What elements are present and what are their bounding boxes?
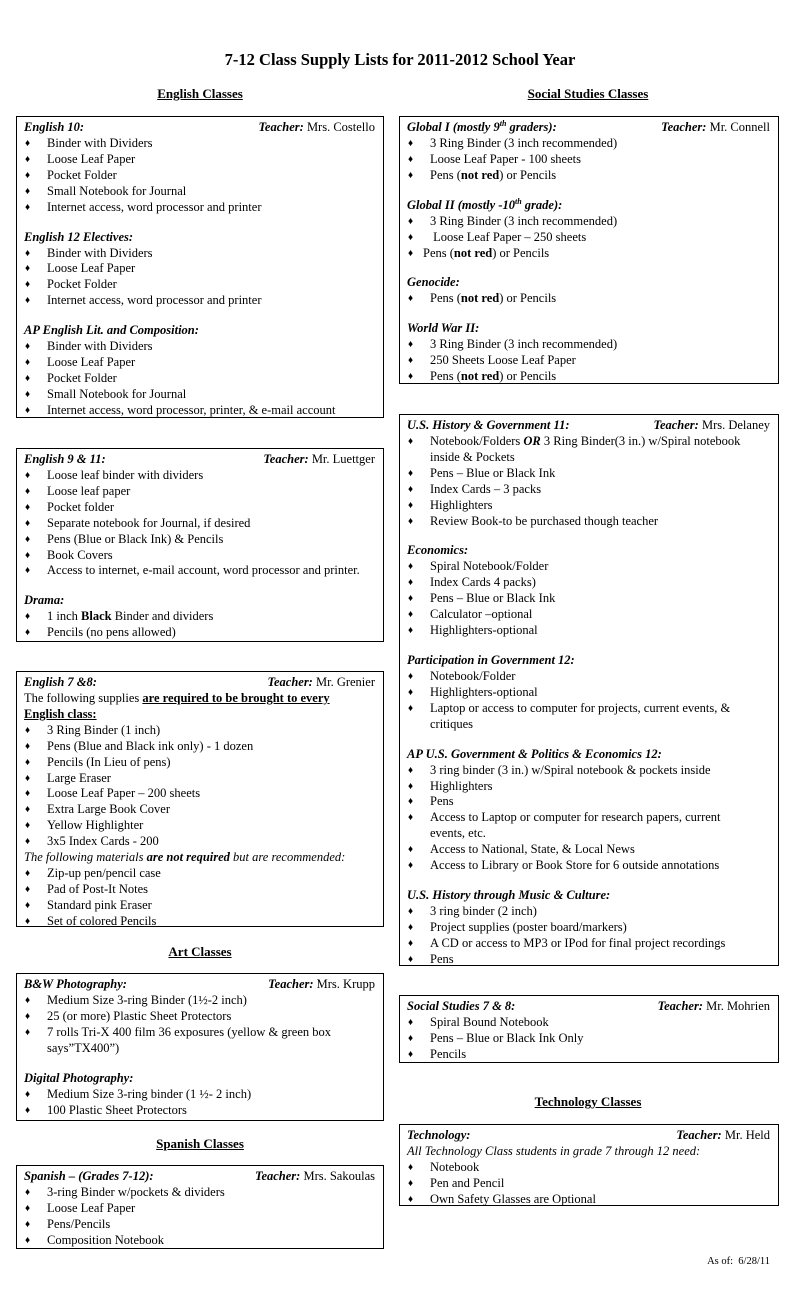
supply-list <box>407 559 772 639</box>
list-item: ♦ Review Book-to be purchased though teacher <box>408 513 659 528</box>
course-name: AP U.S. Government & Politics & Economics 12: <box>407 746 662 761</box>
section-heading-spanish: Spanish Classes <box>156 1136 244 1151</box>
list-item: ♦ Pocket folder <box>25 499 114 514</box>
course-name: Drama: <box>24 593 65 608</box>
list-item: ♦ Pencils (no pens allowed) <box>25 625 176 640</box>
list-item: ♦ Book Covers <box>25 547 113 562</box>
list-item: ♦ 3 ring binder (3 in.) w/Spiral notebook & pockets inside <box>408 762 711 777</box>
teacher-info: Teacher: Mr. Connell <box>661 120 770 134</box>
course-name: AP English Lit. and Composition: <box>24 323 199 338</box>
list-item: ♦ Pens <box>408 951 454 966</box>
technology-intro: All Technology Class students in grade 7 through 12 need: <box>407 1144 701 1158</box>
course-name: Technology: <box>407 1128 471 1142</box>
course-name: Social Studies 7 & 8: <box>407 999 516 1013</box>
course-header <box>407 999 772 1015</box>
list-item: ♦ 7 rolls Tri-X 400 film 36 exposures (yellow & green box says”TX400”) <box>25 1024 332 1055</box>
list-item: ♦ Index Cards 4 packs) <box>408 575 536 590</box>
list-item: ♦ Pocket Folder <box>25 370 117 385</box>
course-header <box>407 653 772 669</box>
section-heading-technology: Technology Classes <box>534 1094 642 1109</box>
course-name: Digital Photography: <box>24 1070 134 1085</box>
course-header <box>24 1169 377 1185</box>
list-item: ♦ A CD or access to MP3 or IPod for final project recordings <box>408 935 726 950</box>
list-item: ♦ Notebook/Folders OR 3 Ring Binder(3 in.) w/Spiral notebook inside & Pockets <box>408 434 741 464</box>
list-item: ♦ 3x5 Index Cards - 200 <box>25 834 159 849</box>
list-item: ♦ Pocket Folder <box>25 167 117 182</box>
list-item: ♦ 250 Sheets Loose Leaf Paper <box>408 353 576 368</box>
english-box-grenier <box>16 671 384 927</box>
list-item: ♦ Composition Notebook <box>25 1232 165 1247</box>
list-item: ♦ Loose leaf paper <box>25 483 131 498</box>
course-name: U.S. History & Government 11: <box>407 418 570 432</box>
teacher-info: Teacher: Mr. Mohrien <box>657 999 770 1013</box>
list-item: ♦ Pencils (In Lieu of pens) <box>25 754 171 769</box>
course-name: Genocide: <box>407 275 460 290</box>
supply-list <box>407 337 772 385</box>
list-item: ♦ Highlighters-optional <box>408 623 538 638</box>
course-header <box>407 275 772 291</box>
teacher-info: Teacher: Mr. Grenier <box>267 675 375 689</box>
section-heading-art: Art Classes <box>168 944 232 959</box>
list-item: ♦ Access to internet, e-mail account, word processor and printer. <box>25 563 360 578</box>
supply-list <box>24 1185 377 1249</box>
course-header <box>24 230 377 246</box>
as-of-date: As of: 6/28/11 <box>707 1256 770 1267</box>
list-item: ♦ Loose leaf binder with dividers <box>25 468 204 482</box>
supply-list <box>24 609 377 641</box>
list-item: ♦ Pens (not red) or Pencils <box>408 291 557 306</box>
course-header <box>407 321 772 337</box>
list-item: ♦ Medium Size 3-ring binder (1 ½- 2 inch) <box>25 1086 252 1101</box>
list-item: ♦ Spiral Bound Notebook <box>408 1015 549 1029</box>
list-item: ♦ Pens – Blue or Black Ink <box>408 591 556 606</box>
list-item: ♦ Pencils <box>408 1046 467 1061</box>
english-box-costello <box>16 116 384 418</box>
list-item: ♦ Access to Library or Book Store for 6 outside annotations <box>408 858 720 873</box>
list-item: ♦ Pens (Blue and Black ink only) - 1 dozen <box>25 738 254 753</box>
list-item: ♦ Large Eraser <box>25 770 111 785</box>
list-item: ♦ Pens (not red) or Pencils <box>408 369 557 384</box>
list-item: ♦ Own Safety Glasses are Optional <box>408 1191 596 1206</box>
course-name: Global II (mostly -10th grade): <box>407 196 563 212</box>
supply-list <box>24 1087 377 1119</box>
supply-list <box>407 214 772 262</box>
english-box-luettger <box>16 448 384 642</box>
recommended-intro: The following materials are not required but are recommended: <box>24 850 346 865</box>
list-item: ♦ Internet access, word processor and printer <box>25 293 262 308</box>
list-item: ♦ Pen and Pencil <box>408 1175 505 1190</box>
course-name: Spanish – (Grades 7-12): <box>24 1169 154 1183</box>
course-name: Participation in Government 12: <box>407 652 575 667</box>
list-item: ♦ Loose Leaf Paper <box>25 261 136 276</box>
page-title: 7-12 Class Supply Lists for 2011-2012 School Year <box>224 50 576 69</box>
course-header <box>407 747 772 763</box>
course-header <box>24 593 377 609</box>
list-item: ♦ Pens <box>408 794 454 809</box>
list-item: ♦ Extra Large Book Cover <box>25 802 170 817</box>
list-item: ♦ Internet access, word processor, printer, & e-mail account <box>25 402 336 417</box>
supply-list <box>24 993 377 1057</box>
required-intro: The following supplies are required to be brought to every English class: <box>24 691 330 721</box>
list-item: ♦ Pad of Post-It Notes <box>25 881 149 896</box>
supply-list <box>407 291 772 307</box>
course-name: U.S. History through Music & Culture: <box>407 887 611 902</box>
list-item: ♦ Highlighters <box>408 778 493 793</box>
technology-box-held <box>399 1124 779 1206</box>
course-header <box>24 675 377 691</box>
art-box-krupp <box>16 973 384 1121</box>
teacher-info: Teacher: Mrs. Sakoulas <box>254 1169 375 1183</box>
section-heading-english: English Classes <box>157 86 243 101</box>
course-name: Global I (mostly 9th graders): <box>407 118 557 134</box>
supply-list <box>24 866 377 930</box>
list-item: ♦ Spiral Notebook/Folder <box>408 559 549 574</box>
list-item: ♦ Binder with Dividers <box>25 136 153 150</box>
course-header <box>407 120 772 136</box>
list-item: ♦ Separate notebook for Journal, if desired <box>25 515 251 530</box>
teacher-info: Teacher: Mr. Luettger <box>263 452 375 466</box>
course-header <box>407 198 772 214</box>
supply-list <box>24 339 377 419</box>
course-name: World War II: <box>407 321 480 336</box>
list-item: ♦ Zip-up pen/pencil case <box>25 865 161 880</box>
course-name: B&W Photography: <box>24 977 127 991</box>
supply-list <box>407 1160 772 1208</box>
supply-list <box>407 1015 772 1063</box>
list-item: ♦ 3 ring binder (2 inch) <box>408 903 537 918</box>
list-item: ♦ Access to National, State, & Local News <box>408 842 635 857</box>
list-item: ♦ 3 Ring Binder (3 inch recommended) <box>408 213 618 228</box>
list-item: ♦ Binder with Dividers <box>25 245 153 260</box>
list-item: ♦ Pens (not red) or Pencils <box>408 245 550 260</box>
course-name: Economics: <box>407 543 469 558</box>
teacher-info: Teacher: Mrs. Delaney <box>653 418 770 432</box>
course-name: English 7 &8: <box>24 675 97 689</box>
list-item: ♦ Calculator –optional <box>408 607 533 622</box>
course-header <box>24 1071 377 1087</box>
list-item: ♦ Internet access, word processor and printer <box>25 199 262 214</box>
list-item: ♦ Pens (not red) or Pencils <box>408 167 557 182</box>
list-item: ♦ Binder with Dividers <box>25 339 153 354</box>
course-header <box>24 120 377 136</box>
list-item: ♦ Small Notebook for Journal <box>25 386 187 401</box>
list-item: ♦ 3 Ring Binder (3 inch recommended) <box>408 337 618 352</box>
supply-list <box>407 669 772 733</box>
supply-list <box>24 723 377 850</box>
supply-list <box>407 136 772 184</box>
list-item: ♦ 1 inch Black Binder and dividers <box>25 609 214 624</box>
course-name: English 9 & 11: <box>24 452 106 466</box>
list-item: ♦ Loose Leaf Paper <box>25 355 136 370</box>
list-item: ♦ Loose Leaf Paper <box>25 151 136 166</box>
list-item: ♦ Project supplies (poster board/markers) <box>408 919 627 934</box>
list-item: ♦ Laptop or access to computer for projects, current events, & critiques <box>408 700 731 731</box>
list-item: ♦ 3 Ring Binder (3 inch recommended) <box>408 136 618 150</box>
course-header <box>407 418 772 434</box>
list-item: ♦ Pens/Pencils <box>25 1216 111 1231</box>
list-item: ♦ Yellow Highlighter <box>25 818 144 833</box>
course-header <box>407 543 772 559</box>
supply-list <box>407 763 772 874</box>
supply-list <box>407 904 772 968</box>
list-item: ♦ Small Notebook for Journal <box>25 183 187 198</box>
list-item: ♦ Loose Leaf Paper – 250 sheets <box>408 229 587 244</box>
list-item: ♦ Loose Leaf Paper - 100 sheets <box>408 151 581 166</box>
list-item: ♦ 3 Ring Binder (1 inch) <box>25 722 161 737</box>
list-item: ♦ Highlighters-optional <box>408 684 538 699</box>
list-item: ♦ Access to Laptop or computer for research papers, current events, etc. <box>408 810 721 841</box>
list-item: ♦ 25 (or more) Plastic Sheet Protectors <box>25 1008 232 1023</box>
list-item: ♦ Standard pink Eraser <box>25 897 152 912</box>
list-item: ♦ Notebook/Folder <box>408 668 516 683</box>
list-item: ♦ Pens (Blue or Black Ink) & Pencils <box>25 531 224 546</box>
spanish-box-sakoulas <box>16 1165 384 1249</box>
supply-list <box>24 468 377 579</box>
social-box-mohrien <box>399 995 779 1063</box>
supply-list <box>24 136 377 216</box>
section-heading-social-studies: Social Studies Classes <box>527 86 649 101</box>
list-item: ♦ Pens – Blue or Black Ink <box>408 465 556 480</box>
teacher-info: Teacher: Mrs. Krupp <box>268 977 375 991</box>
supply-list <box>24 246 377 310</box>
list-item: ♦ 100 Plastic Sheet Protectors <box>25 1102 187 1117</box>
list-item: ♦ Set of colored Pencils <box>25 913 157 928</box>
course-name: English 12 Electives: <box>24 229 134 244</box>
list-item: ♦ Notebook <box>408 1159 480 1174</box>
social-box-delaney <box>399 414 779 966</box>
course-header <box>24 323 377 339</box>
course-header <box>24 977 377 993</box>
list-item: ♦ 3-ring Binder w/pockets & dividers <box>25 1185 225 1199</box>
course-header <box>407 888 772 904</box>
list-item: ♦ Pens – Blue or Black Ink Only <box>408 1030 584 1045</box>
social-box-connell <box>399 116 779 384</box>
course-header <box>24 452 377 468</box>
list-item: ♦ Loose Leaf Paper – 200 sheets <box>25 786 201 801</box>
list-item: ♦ Pocket Folder <box>25 277 117 292</box>
list-item: ♦ Highlighters <box>408 497 493 512</box>
course-name: English 10: <box>24 120 85 134</box>
teacher-info: Teacher: Mr. Held <box>676 1128 770 1142</box>
list-item: ♦ Index Cards – 3 packs <box>408 481 542 496</box>
list-item: ♦ Loose Leaf Paper <box>25 1200 136 1215</box>
supply-list <box>407 434 772 529</box>
teacher-info: Teacher: Mrs. Costello <box>258 120 375 134</box>
list-item: ♦ Medium Size 3-ring Binder (1½-2 inch) <box>25 993 247 1007</box>
course-header <box>407 1128 772 1144</box>
